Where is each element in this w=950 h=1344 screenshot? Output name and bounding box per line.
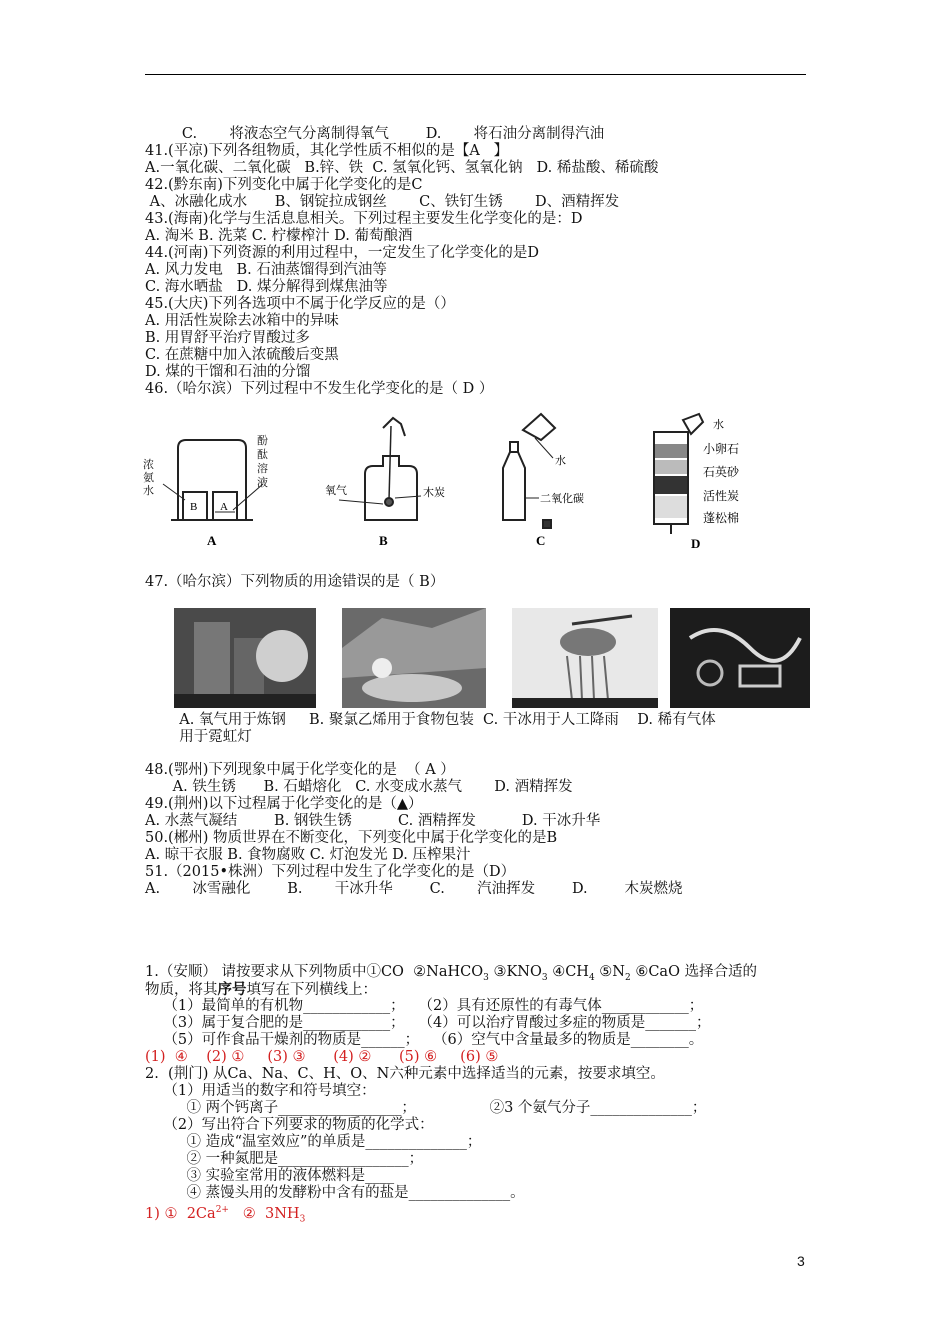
quartz-sand-label: 石英砂 — [703, 465, 740, 479]
charcoal-label: 木炭 — [423, 487, 445, 499]
phenolphthalein-label: 酚酞溶液 — [257, 434, 268, 489]
neon-light-photo — [670, 608, 810, 708]
question-47-captions-cont: 用于霓虹灯 — [170, 729, 252, 745]
text-line: A.一氧化碳、二氧化碳 B.锌、铁 C. 氢氧化钙、氢氧化钠 D. 稀盐酸、稀硫酸 — [145, 160, 659, 176]
text-line: A. 铁生锈 B. 石蜡熔化 C. 水变成水蒸气 D. 酒精挥发 — [145, 779, 573, 795]
experiment-diagram — [143, 408, 793, 556]
text-line: C. 在蔗糖中加入浓硫酸后变黑 — [145, 347, 339, 363]
co2-label: 二氧化碳 — [540, 493, 584, 505]
text-line: 51.（2015•株洲）下列过程中发生了化学变化的是（D） — [145, 864, 516, 880]
text-line: 42.(黔东南)下列变化中属于化学变化的是C — [145, 177, 423, 193]
blank-line: （1）最简单的有机物____________； （2）具有还原性的有毒气体____________； — [145, 998, 704, 1014]
beaker-a-label: A — [220, 501, 228, 513]
food-packaging-photo — [342, 608, 486, 708]
question-47-title: 47.（哈尔滨）下列物质的用途错误的是（ B） — [145, 574, 445, 590]
question-47-captions: A. 氧气用于炼钢 B. 聚氯乙烯用于食物包装 C. 干冰用于人工降雨 D. 稀有气体 — [170, 712, 716, 728]
ammonia-label: 浓氨水 — [143, 458, 154, 497]
blank-line: ④ 蒸馒头用的发酵粉中含有的盐是______________。 — [145, 1185, 525, 1201]
text-line: C. 海水晒盐 D. 煤分解得到煤焦油等 — [145, 279, 388, 295]
text-line: B. 用胃舒平治疗胃酸过多 — [145, 330, 310, 346]
header-rule — [145, 74, 806, 75]
blank-line: （3）属于复合肥的是____________； （4）可以治疗胃酸过多症的物质是_______； — [145, 1015, 711, 1031]
bell-jar-apparatus — [163, 440, 263, 520]
text-line: 45.(大庆)下列各选项中不属于化学反应的是（） — [145, 296, 455, 312]
food-packaging-image — [342, 608, 486, 708]
oxygen-label: 氧气 — [325, 485, 347, 497]
question-1-stem: 1.（安顺） 请按要求从下列物质中①CO ②NaHCO$_3$ $③KNO_3$ $④CH_4$ $⑤N_2$ ⑥CaO 选择合适的 — [145, 964, 758, 983]
water-filter — [654, 414, 703, 534]
blank-line: ③ 实验室常用的液体燃料是____ — [145, 1168, 395, 1184]
steelmaking-photo — [174, 608, 316, 708]
blank-line: ② 一种氮肥是__________________； — [145, 1151, 424, 1167]
text-line: （2）写出符合下列要求的物质的化学式： — [145, 1117, 434, 1133]
plastic-bottle — [503, 414, 555, 528]
text-line: 50.(郴州) 物质世界在不断变化，下列变化中属于化学变化的是B — [145, 830, 558, 846]
text-line: 46.（哈尔滨）下列过程中不发生化学变化的是（ D ） — [145, 381, 494, 397]
water-label-c: 水 — [555, 455, 566, 467]
water-label-d: 水 — [713, 419, 724, 431]
text-line: A. 风力发电 B. 石油蒸馏得到汽油等 — [145, 262, 387, 278]
steelmaking-image — [174, 608, 316, 708]
text-line: A、冰融化成水 B、钢锭拉成钢丝 C、铁钉生锈 D、酒精挥发 — [145, 194, 620, 210]
text-line: A. 水蒸气凝结 B. 钢铁生锈 C. 酒精挥发 D. 干冰升华 — [145, 813, 601, 829]
question-1-instruction: 物质，将其序号填写在下列横线上： — [145, 981, 377, 998]
text-line: A. 晾干衣服 B. 食物腐败 C. 灯泡发光 D. 压榨果汁 — [145, 847, 471, 863]
answer-line: 1) ① $2Ca^{2+}$ ② $3NH_3$ — [145, 1205, 306, 1225]
text-line: A. 冰雪融化 B. 干冰升华 C. 汽油挥发 D. 木炭燃烧 — [145, 881, 683, 897]
answer-line: (1) ④ (2) ① (3) ③ (4) ② (5) ⑥ (6) ⑤ — [145, 1049, 499, 1065]
experiment-figure — [143, 408, 793, 556]
fig-label-d: D — [691, 536, 701, 551]
pebble-label: 小卵石 — [703, 442, 740, 456]
fig-label-b: B — [379, 533, 388, 548]
text-line: 49.(荆州)以下过程属于化学变化的是（▲） — [145, 796, 423, 812]
cotton-label: 蓬松棉 — [703, 511, 740, 525]
text-line: A. 淘米 B. 洗菜 C. 柠檬榨汁 D. 葡萄酿酒 — [145, 228, 413, 244]
question-2-stem: 2. (荆门) 从Ca、Na、C、H、O、N六种元素中选择适当的元素，按要求填空。 — [145, 1066, 665, 1082]
activated-carbon-label: 活性炭 — [703, 489, 740, 503]
text-line: A. 用活性炭除去冰箱中的异味 — [145, 313, 339, 329]
text-line: 48.(鄂州)下列现象中属于化学变化的是 （ A ） — [145, 762, 455, 778]
text-line: C. 将液态空气分离制得氧气 D. 将石油分离制得汽油 — [145, 126, 605, 142]
blank-line: ① 造成“温室效应”的单质是______________； — [145, 1134, 482, 1150]
text-line: D. 煤的干馏和石油的分馏 — [145, 364, 311, 380]
text-line: （1）用适当的数字和符号填空： — [145, 1083, 376, 1099]
fig-label-c: C — [536, 533, 546, 548]
blank-line: （5）可作食品干燥剂的物质是______； （6）空气中含量最多的物质是________。 — [145, 1032, 704, 1048]
fig-label-a: A — [207, 533, 217, 548]
blank-line: ① 两个钙离子_________________； ②3 个氨气分子______________； — [145, 1100, 707, 1116]
cloud-seeding-image — [512, 608, 658, 708]
oxygen-bottle — [339, 418, 421, 520]
text-line: 41.(平凉)下列各组物质，其化学性质不相似的是【A 】 — [145, 143, 509, 159]
neon-light-image — [670, 608, 810, 708]
text-line: 43.(海南)化学与生活息息相关。下列过程主要发生化学变化的是：D — [145, 211, 583, 227]
page-number: 3 — [797, 1253, 805, 1269]
text-line: 44.(河南)下列资源的利用过程中，一定发生了化学变化的是D — [145, 245, 539, 261]
cloud-seeding-photo — [512, 608, 658, 708]
beaker-b-label: B — [190, 501, 198, 513]
